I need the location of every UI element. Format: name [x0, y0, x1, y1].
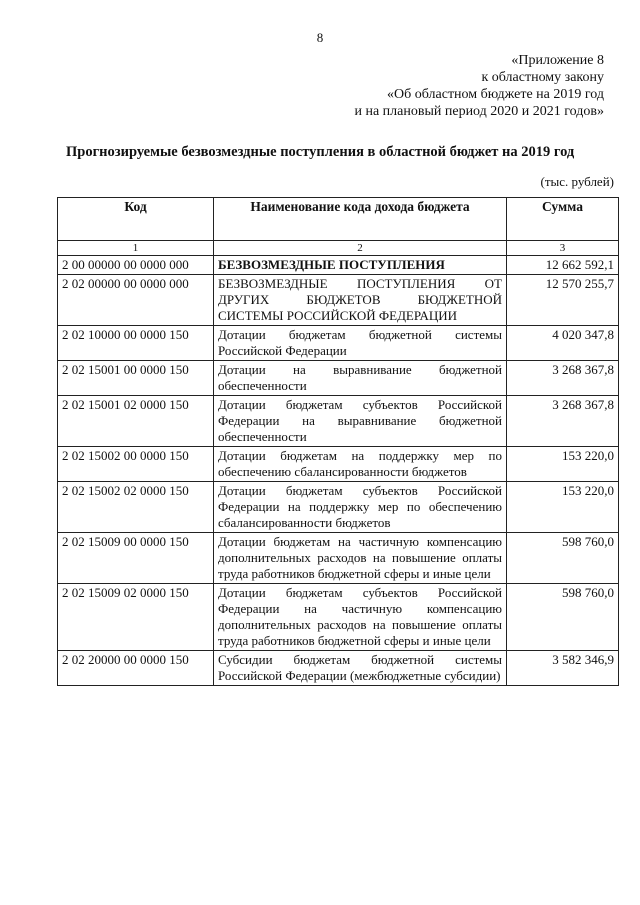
page-number: 8 [316, 30, 324, 45]
row-code: 2 02 15002 00 0000 150 [58, 447, 214, 482]
row-code: 2 02 15009 02 0000 150 [58, 584, 214, 651]
table-row [58, 275, 619, 326]
table-row [58, 584, 619, 651]
row-sum: 4 020 347,8 [507, 326, 619, 361]
header-sum: Сумма [507, 198, 619, 241]
row-name: Дотации бюджетам субъектов Российской Федерации на частичную компенсацию дополнительных расходов на повышение оплаты труда работников бюджетной сферы и иные цели [214, 584, 507, 651]
row-code: 2 02 00000 00 0000 000 [58, 275, 214, 326]
row-sum: 598 760,0 [507, 533, 619, 584]
row-name: Дотации бюджетам субъектов Российской Федерации на поддержку мер по обеспечению сбалансированности бюджетов [214, 482, 507, 533]
row-sum: 153 220,0 [507, 447, 619, 482]
row-name: Дотации на выравнивание бюджетной обеспеченности [214, 361, 507, 396]
row-sum: 3 582 346,9 [507, 651, 619, 686]
document-title: Прогнозируемые безвозмездные поступления в областной бюджет на 2019 год [66, 144, 575, 160]
column-number: 3 [507, 241, 619, 256]
table-row [58, 396, 619, 447]
annex-header [354, 52, 604, 120]
annex-line-4: и на плановый период 2020 и 2021 годов» [354, 104, 604, 119]
table-row [58, 361, 619, 396]
row-sum: 12 570 255,7 [507, 275, 619, 326]
row-name: Дотации бюджетам бюджетной системы Российской Федерации [214, 326, 507, 361]
annex-line-3: «Об областном бюджете на 2019 год [387, 87, 604, 102]
header-code: Код [58, 198, 214, 241]
annex-line-2: к областному закону [481, 70, 604, 85]
units-label: (тыс. рублей) [540, 174, 614, 189]
row-name: Дотации бюджетам субъектов Российской Федерации на выравнивание бюджетной обеспеченности [214, 396, 507, 447]
header-name: Наименование кода дохода бюджета [214, 198, 507, 241]
table-row [58, 482, 619, 533]
row-code: 2 02 15001 02 0000 150 [58, 396, 214, 447]
row-name: БЕЗВОЗМЕЗДНЫЕ ПОСТУПЛЕНИЯ [214, 256, 507, 275]
column-number-row [58, 241, 619, 256]
row-code: 2 02 20000 00 0000 150 [58, 651, 214, 686]
row-sum: 3 268 367,8 [507, 396, 619, 447]
annex-line-1: «Приложение 8 [511, 53, 604, 68]
row-name: БЕЗВОЗМЕЗДНЫЕ ПОСТУПЛЕНИЯ ОТ ДРУГИХ БЮДЖЕТОВ БЮДЖЕТНОЙ СИСТЕМЫ РОССИЙСКОЙ ФЕДЕРАЦИИ [214, 275, 507, 326]
row-sum: 598 760,0 [507, 584, 619, 651]
table-row [58, 256, 619, 275]
table-row [58, 326, 619, 361]
row-name: Дотации бюджетам на частичную компенсацию дополнительных расходов на повышение оплаты труда работников бюджетной сферы и иные цели [214, 533, 507, 584]
row-code: 2 02 15002 02 0000 150 [58, 482, 214, 533]
revenue-table [57, 197, 619, 686]
row-code: 2 02 10000 00 0000 150 [58, 326, 214, 361]
row-sum: 153 220,0 [507, 482, 619, 533]
column-number: 1 [58, 241, 214, 256]
table-header-row [58, 198, 619, 241]
row-sum: 3 268 367,8 [507, 361, 619, 396]
row-code: 2 02 15009 00 0000 150 [58, 533, 214, 584]
table-row [58, 651, 619, 686]
row-sum: 12 662 592,1 [507, 256, 619, 275]
row-code: 2 00 00000 00 0000 000 [58, 256, 214, 275]
row-name: Субсидии бюджетам бюджетной системы Российской Федерации (межбюджетные субсидии) [214, 651, 507, 686]
row-name: Дотации бюджетам на поддержку мер по обеспечению сбалансированности бюджетов [214, 447, 507, 482]
table-row [58, 447, 619, 482]
row-code: 2 02 15001 00 0000 150 [58, 361, 214, 396]
column-number: 2 [214, 241, 507, 256]
table-row [58, 533, 619, 584]
